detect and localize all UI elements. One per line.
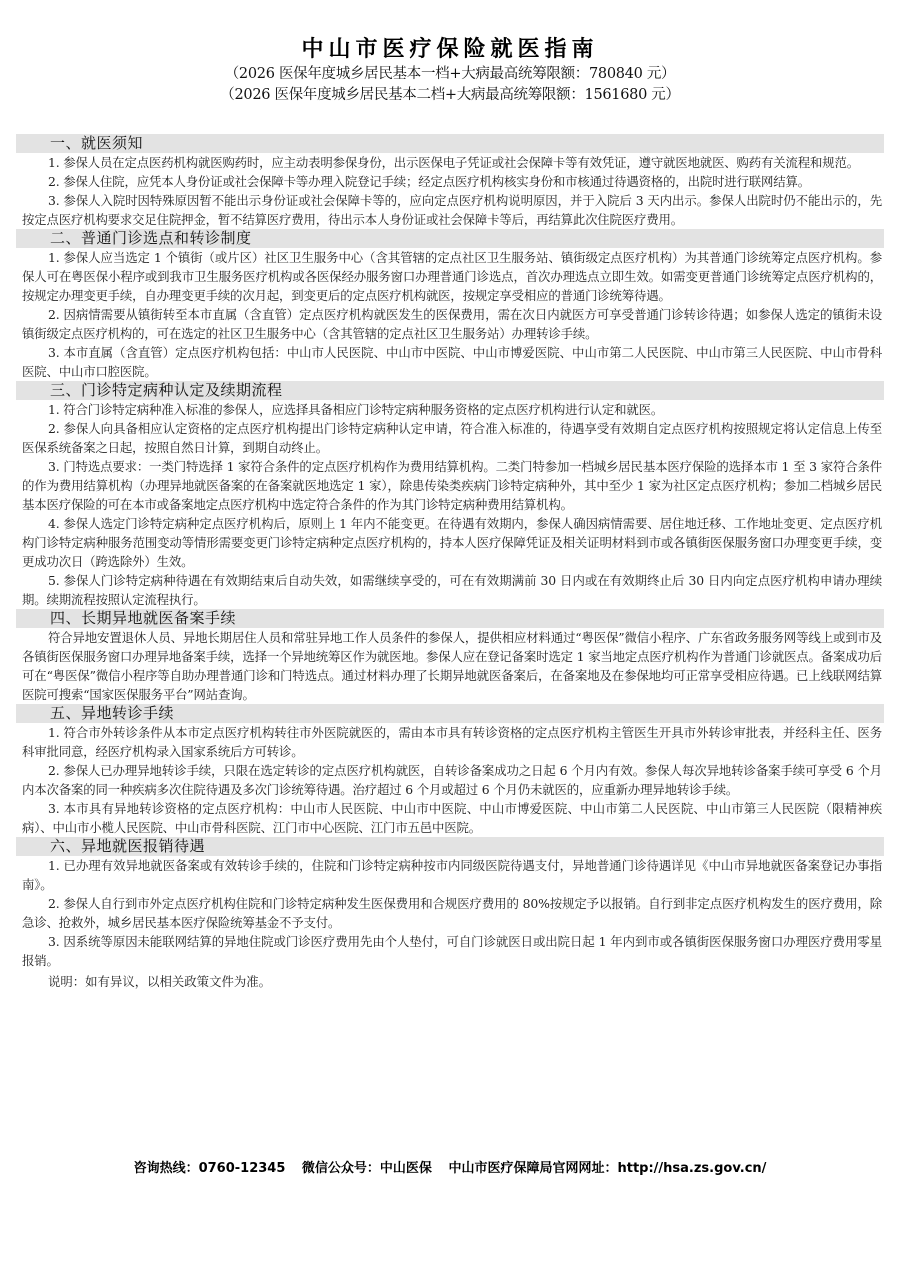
section-medical-notice bbox=[16, 134, 884, 229]
section-body bbox=[16, 628, 884, 704]
paragraph: 2. 因病情需要从镇街转至本市直属（含直管）定点医疗机构就医发生的医保费用，需在次日内就医方可享受普通门诊转诊待遇；如参保人选定的镇街未设镇街级定点医疗机构的，可在选定的社区卫生服务中心（含其管辖的定点社区卫生服务站）办理转诊手续。 bbox=[22, 307, 882, 341]
paragraph: 2. 参保人向具备相应认定资格的定点医疗机构提出门诊特定病种认定申请，符合准入标准的，待遇享受有效期自定点医疗机构按照规定将认定信息上传至医保系统备案之日起，按照自然日计算，到期自动终止。 bbox=[22, 421, 882, 455]
paragraph: 3. 门特选点要求：一类门特选择 1 家符合条件的定点医疗机构作为费用结算机构。二类门特参加一档城乡居民基本医疗保险的选择本市 1 至 3 家符合条件的作为费用结算机构（办理异地就医备案的在备案就医地选定 1 家），除患传染类疾病门诊特定病种外，其中至少 1 家为社区定点医疗机构；参加二档城乡居民基本医疗保险的可在本市或备案地定点医疗机构中选定符合条件的作为其门诊特定病种费用结算机构。 bbox=[22, 459, 882, 512]
official-website[interactable]: 中山市医疗保障局官网网址：http://hsa.zs.gov.cn/ bbox=[448, 1161, 767, 1176]
section-heading: 一、就医须知 bbox=[16, 134, 884, 153]
section-body bbox=[16, 248, 884, 381]
paragraph: 3. 本市具有异地转诊资格的定点医疗机构：中山市人民医院、中山市中医院、中山市博爱医院、中山市第二人民医院、中山市第三人民医院（限精神疾病）、中山市小榄人民医院、中山市骨科医院、江门市中心医院、江门市五邑中医院。 bbox=[22, 801, 882, 835]
paragraph: 1. 参保人应当选定 1 个镇街（或片区）社区卫生服务中心（含其管辖的定点社区卫生服务站、镇街级定点医疗机构）为其普通门诊统筹定点医疗机构。参保人可在粤医保小程序或到我市卫生服务医疗机构或各医保经办服务窗口办理普通门诊选点，首次办理选点立即生效。如需变更普通门诊统筹定点医疗机构的，按规定办理变更手续，自办理变更手续的次月起，到变更后的定点医疗机构就医，按规定享受相应的普通门诊统筹待遇。 bbox=[22, 250, 882, 303]
section-long-term-remote bbox=[16, 609, 884, 704]
subtitle-tier-one: （2026 医保年度城乡居民基本一档+大病最高统筹限额：780840 元） bbox=[224, 66, 676, 82]
paragraph: 5. 参保人门诊特定病种待遇在有效期结束后自动失效，如需继续享受的，可在有效期满前 30 日内或在有效期终止后 30 日内向定点医疗机构申请办理续期。续期流程按照认定流程执行。 bbox=[22, 573, 882, 607]
paragraph: 1. 已办理有效异地就医备案或有效转诊手续的，住院和门诊特定病种按市内同级医院待遇支付，异地普通门诊待遇详见《中山市异地就医备案登记办事指南》。 bbox=[22, 858, 882, 892]
wechat-account: 微信公众号：中山医保 bbox=[301, 1161, 432, 1176]
section-body bbox=[16, 723, 884, 837]
subtitle-tier-two: （2026 医保年度城乡居民基本二档+大病最高统筹限额：1561680 元） bbox=[220, 87, 680, 103]
paragraph: 2. 参保人住院，应凭本人身份证或社会保障卡等办理入院登记手续；经定点医疗机构核实身份和市核通过待遇资格的，出院时进行联网结算。 bbox=[48, 174, 810, 189]
section-body bbox=[16, 400, 884, 609]
section-remote-referral bbox=[16, 704, 884, 837]
contact-footer bbox=[0, 1157, 900, 1176]
paragraph: 1. 符合市外转诊条件从本市定点医疗机构转往市外医院就医的，需由本市具有转诊资格的定点医疗机构主管医生开具市外转诊审批表，并经科主任、医务科审批同意，经医疗机构录入国家系统后方可转诊。 bbox=[22, 725, 882, 759]
section-heading: 五、异地转诊手续 bbox=[16, 704, 884, 723]
disclaimer-note: 说明：如有异议，以相关政策文件为准。 bbox=[48, 974, 272, 989]
title-block bbox=[0, 36, 900, 106]
section-body bbox=[16, 856, 884, 970]
paragraph: 2. 参保人自行到市外定点医疗机构住院和门诊特定病种发生医保费用和合规医疗费用的 80%按规定予以报销。自行到非定点医疗机构发生的医疗费用，除急诊、抢救外，城乡居民基本医疗保险统筹基金不予支付。 bbox=[22, 896, 882, 930]
section-heading: 四、长期异地就医备案手续 bbox=[16, 609, 884, 628]
section-heading: 二、普通门诊选点和转诊制度 bbox=[16, 229, 884, 248]
section-body bbox=[16, 153, 884, 229]
section-heading: 三、门诊特定病种认定及续期流程 bbox=[16, 381, 884, 400]
page-title: 中山市医疗保险就医指南 bbox=[301, 37, 599, 62]
paragraph: 4. 参保人选定门诊特定病种定点医疗机构后，原则上 1 年内不能变更。在待遇有效期内，参保人确因病情需要、居住地迁移、工作地址变更、定点医疗机构门诊特定病种服务范围变动等情形需要变更门诊特定病种定点医疗机构的，持本人医疗保障凭证及相关证明材料到市或各镇街医保服务窗口办理变更手续，变更成功次日（跨选除外）生效。 bbox=[22, 516, 882, 569]
paragraph: 3. 因系统等原因未能联网结算的异地住院或门诊医疗费用先由个人垫付，可自门诊就医日或出院日起 1 年内到市或各镇街医保服务窗口办理医疗费用零星报销。 bbox=[22, 934, 882, 968]
paragraph: 1. 符合门诊特定病种准入标准的参保人，应选择具备相应门诊特定病种服务资格的定点医疗机构进行认定和就医。 bbox=[48, 402, 664, 417]
guide-content bbox=[16, 134, 884, 991]
section-heading: 六、异地就医报销待遇 bbox=[16, 837, 884, 856]
paragraph: 1. 参保人员在定点医药机构就医购药时，应主动表明参保身份，出示医保电子凭证或社会保障卡等有效凭证，遵守就医地就医、购药有关流程和规范。 bbox=[48, 155, 859, 170]
section-special-disease bbox=[16, 381, 884, 609]
hotline: 咨询热线：0760-12345 bbox=[133, 1161, 286, 1176]
paragraph: 3. 本市直属（含直管）定点医疗机构包括：中山市人民医院、中山市中医院、中山市博爱医院、中山市第二人民医院、中山市第三人民医院、中山市骨科医院、中山市口腔医院。 bbox=[22, 345, 882, 379]
section-remote-reimbursement bbox=[16, 837, 884, 970]
paragraph: 3. 参保人入院时因特殊原因暂不能出示身份证或社会保障卡等的，应向定点医疗机构说明原因，并于入院后 3 天内出示。参保人出院时仍不能出示的，先按定点医疗机构要求交足住院押金，暂不结算医疗费用，待出示本人身份证或社会保障卡等后，再结算此次住院医疗费用。 bbox=[22, 193, 882, 227]
section-outpatient-referral bbox=[16, 229, 884, 381]
paragraph: 2. 参保人已办理异地转诊手续，只限在选定转诊的定点医疗机构就医，自转诊备案成功之日起 6 个月内有效。参保人每次异地转诊备案手续可享受 6 个月内本次备案的同一种疾病多次住院待遇及多次门诊统筹待遇。治疗超过 6 个月或超过 6 个月仍未就医的，应重新办理异地转诊手续。 bbox=[22, 763, 882, 797]
paragraph: 符合异地安置退休人员、异地长期居住人员和常驻异地工作人员条件的参保人，提供相应材料通过“粤医保”微信小程序、广东省政务服务网等线上或到市及各镇街医保服务窗口办理异地备案手续，选择一个异地统筹区作为就医地。参保人应在登记备案时选定 1 家当地定点医疗机构作为普通门诊就医点。备案成功后可在“粤医保”微信小程序等自助办理普通门诊和门特选点。通过材料办理了长期异地就医备案后，在备案地及在参保地均可正常享受相应待遇。已上线联网结算医院可搜索“国家医保服务平台”网站查询。 bbox=[22, 630, 882, 702]
